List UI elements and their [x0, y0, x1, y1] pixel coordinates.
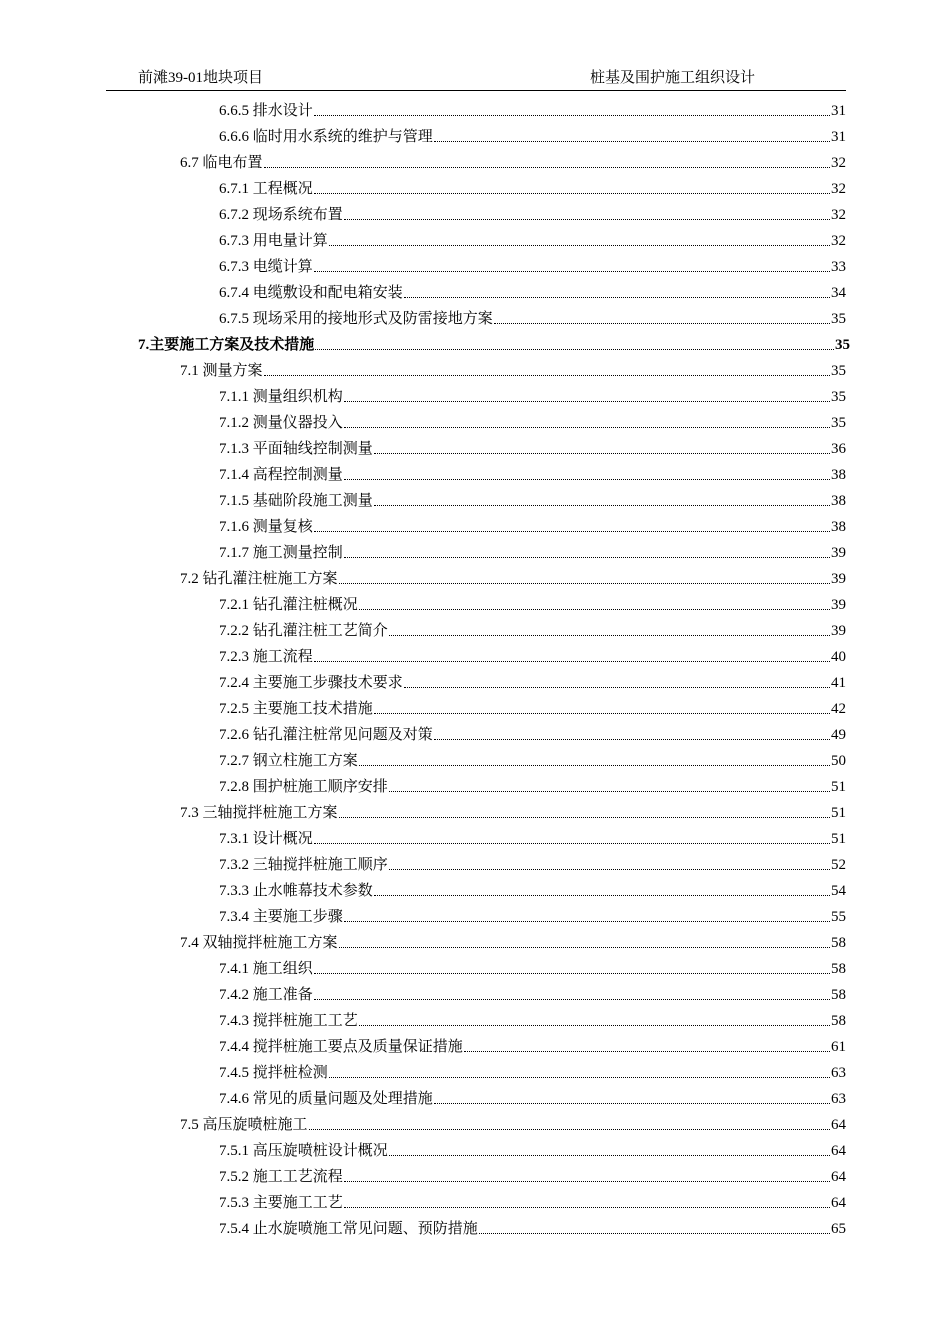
toc-entry[interactable] [0, 1032, 846, 1058]
toc-entry[interactable] [0, 954, 846, 980]
toc-entry[interactable] [0, 1058, 846, 1084]
toc-entry-title: 7.3.3 止水帷幕技术参数 [219, 883, 373, 899]
toc-entry[interactable] [0, 148, 846, 174]
toc-entry[interactable] [0, 1110, 846, 1136]
toc-entry[interactable] [0, 538, 846, 564]
toc-dot-leader [374, 895, 830, 896]
toc-entry-title: 7.5.1 高压旋喷桩设计概况 [219, 1143, 388, 1159]
toc-dot-leader [359, 765, 830, 766]
toc-entry-title: 7.2.5 主要施工技术措施 [219, 701, 373, 717]
toc-entry-page-number: 51 [831, 779, 846, 795]
toc-entry-title: 7.4.1 施工组织 [219, 961, 313, 977]
toc-entry[interactable] [0, 356, 846, 382]
toc-dot-leader [314, 531, 830, 532]
toc-entry-title: 7.1.4 高程控制测量 [219, 467, 343, 483]
toc-entry-title: 7.3.1 设计概况 [219, 831, 313, 847]
toc-entry[interactable] [0, 746, 846, 772]
toc-entry-page-number: 42 [831, 701, 846, 717]
toc-dot-leader [329, 1077, 830, 1078]
table-of-contents [0, 96, 950, 1240]
toc-dot-leader [359, 1025, 830, 1026]
toc-entry-title: 7.5.4 止水旋喷施工常见问题、预防措施 [219, 1221, 478, 1237]
toc-entry-title: 7.2 钻孔灌注桩施工方案 [180, 571, 338, 587]
toc-dot-leader [374, 453, 830, 454]
toc-entry-title: 6.7.3 用电量计算 [219, 233, 328, 249]
toc-entry-title: 7.2.2 钻孔灌注桩工艺简介 [219, 623, 388, 639]
toc-entry-title: 7.3.2 三轴搅拌桩施工顺序 [219, 857, 388, 873]
toc-entry[interactable] [0, 512, 846, 538]
toc-entry[interactable] [0, 772, 846, 798]
toc-entry-page-number: 38 [831, 519, 846, 535]
toc-entry-title: 7.2.1 钻孔灌注桩概况 [219, 597, 358, 613]
toc-entry-title: 7.3.4 主要施工步骤 [219, 909, 343, 925]
toc-dot-leader [339, 817, 830, 818]
toc-entry-page-number: 54 [831, 883, 846, 899]
toc-dot-leader [315, 349, 834, 350]
toc-entry-page-number: 38 [831, 467, 846, 483]
toc-dot-leader [309, 1129, 830, 1130]
toc-entry[interactable] [0, 694, 846, 720]
toc-entry[interactable] [0, 252, 846, 278]
toc-dot-leader [434, 141, 830, 142]
toc-entry-page-number: 58 [831, 1013, 846, 1029]
toc-dot-leader [329, 245, 830, 246]
toc-entry-title: 6.7.2 现场系统布置 [219, 207, 343, 223]
toc-entry-title: 7.2.3 施工流程 [219, 649, 313, 665]
toc-entry[interactable] [0, 408, 846, 434]
toc-dot-leader [314, 973, 830, 974]
toc-entry[interactable] [0, 616, 846, 642]
toc-entry-page-number: 64 [831, 1117, 846, 1133]
toc-entry-page-number: 49 [831, 727, 846, 743]
toc-entry[interactable] [0, 200, 846, 226]
toc-entry-title: 7.4.5 搅拌桩检测 [219, 1065, 328, 1081]
toc-entry-page-number: 58 [831, 987, 846, 1003]
toc-entry-title: 7.1.3 平面轴线控制测量 [219, 441, 373, 457]
toc-entry[interactable] [0, 1084, 846, 1110]
toc-dot-leader [344, 479, 830, 480]
toc-entry[interactable] [0, 1214, 846, 1240]
toc-entry[interactable] [0, 330, 850, 356]
toc-dot-leader [314, 999, 830, 1000]
toc-dot-leader [314, 661, 830, 662]
toc-entry-title: 6.7.4 电缆敷设和配电箱安装 [219, 285, 403, 301]
toc-dot-leader [389, 1155, 830, 1156]
toc-entry-title: 7.1.7 施工测量控制 [219, 545, 343, 561]
toc-entry[interactable] [0, 278, 846, 304]
toc-entry-page-number: 63 [831, 1065, 846, 1081]
toc-entry-page-number: 51 [831, 805, 846, 821]
toc-entry-page-number: 63 [831, 1091, 846, 1107]
toc-entry[interactable] [0, 1006, 846, 1032]
toc-entry-title: 7.4.4 搅拌桩施工要点及质量保证措施 [219, 1039, 463, 1055]
header-project-name: 前滩39-01地块项目 [138, 70, 263, 86]
toc-entry-title: 6.6.5 排水设计 [219, 103, 313, 119]
toc-entry-title: 7.1 测量方案 [180, 363, 263, 379]
toc-dot-leader [344, 557, 830, 558]
toc-entry-page-number: 38 [831, 493, 846, 509]
toc-entry-page-number: 64 [831, 1169, 846, 1185]
page-header [106, 64, 846, 91]
toc-entry-page-number: 61 [831, 1039, 846, 1055]
toc-entry-title: 7.4.6 常见的质量问题及处理措施 [219, 1091, 433, 1107]
toc-entry-page-number: 58 [831, 935, 846, 951]
toc-entry-title: 6.7.5 现场采用的接地形式及防雷接地方案 [219, 311, 493, 327]
toc-dot-leader [344, 1207, 830, 1208]
toc-entry-page-number: 51 [831, 831, 846, 847]
toc-entry-page-number: 39 [831, 623, 846, 639]
toc-entry-title: 7.5.3 主要施工工艺 [219, 1195, 343, 1211]
toc-dot-leader [344, 921, 830, 922]
toc-dot-leader [314, 115, 830, 116]
toc-entry-title: 7.1.6 测量复核 [219, 519, 313, 535]
toc-entry-page-number: 39 [831, 597, 846, 613]
toc-entry-page-number: 64 [831, 1195, 846, 1211]
toc-entry-title: 7.1.5 基础阶段施工测量 [219, 493, 373, 509]
toc-entry[interactable] [0, 486, 846, 512]
toc-entry[interactable] [0, 96, 846, 122]
toc-entry-page-number: 55 [831, 909, 846, 925]
toc-dot-leader [344, 427, 830, 428]
toc-dot-leader [314, 193, 830, 194]
toc-entry-page-number: 65 [831, 1221, 846, 1237]
toc-dot-leader [339, 583, 830, 584]
toc-entry-page-number: 35 [831, 311, 846, 327]
toc-entry-title: 7.主要施工方案及技术措施 [138, 337, 315, 353]
toc-entry-title: 7.5 高压旋喷桩施工 [180, 1117, 308, 1133]
toc-entry-page-number: 39 [831, 545, 846, 561]
toc-entry-title: 7.1.2 测量仪器投入 [219, 415, 343, 431]
toc-entry[interactable] [0, 850, 846, 876]
header-document-title: 桩基及围护施工组织设计 [590, 70, 756, 86]
toc-entry-title: 6.7 临电布置 [180, 155, 263, 171]
toc-entry-page-number: 35 [831, 363, 846, 379]
toc-dot-leader [434, 739, 830, 740]
toc-entry-page-number: 64 [831, 1143, 846, 1159]
toc-dot-leader [404, 687, 830, 688]
toc-entry[interactable] [0, 902, 846, 928]
toc-entry-title: 7.2.4 主要施工步骤技术要求 [219, 675, 403, 691]
toc-entry-page-number: 32 [831, 181, 846, 197]
toc-dot-leader [314, 843, 830, 844]
toc-entry-page-number: 35 [831, 389, 846, 405]
toc-entry-page-number: 41 [831, 675, 846, 691]
toc-entry-page-number: 32 [831, 207, 846, 223]
toc-entry[interactable] [0, 304, 846, 330]
toc-dot-leader [389, 791, 830, 792]
toc-entry-title: 7.2.6 钻孔灌注桩常见问题及对策 [219, 727, 433, 743]
toc-entry[interactable] [0, 1188, 846, 1214]
toc-entry-page-number: 32 [831, 155, 846, 171]
toc-entry-page-number: 40 [831, 649, 846, 665]
toc-entry-title: 7.4.2 施工准备 [219, 987, 313, 1003]
toc-entry[interactable] [0, 876, 846, 902]
toc-dot-leader [389, 869, 830, 870]
toc-entry-title: 6.7.3 电缆计算 [219, 259, 313, 275]
toc-entry[interactable] [0, 798, 846, 824]
toc-entry-page-number: 39 [831, 571, 846, 587]
toc-entry-title: 7.2.8 围护桩施工顺序安排 [219, 779, 388, 795]
toc-dot-leader [434, 1103, 830, 1104]
toc-entry[interactable] [0, 564, 846, 590]
toc-entry[interactable] [0, 1162, 846, 1188]
toc-dot-leader [359, 609, 830, 610]
toc-dot-leader [479, 1233, 830, 1234]
toc-dot-leader [404, 297, 830, 298]
toc-entry-page-number: 50 [831, 753, 846, 769]
toc-entry-page-number: 33 [831, 259, 846, 275]
toc-entry[interactable] [0, 928, 846, 954]
toc-entry[interactable] [0, 642, 846, 668]
toc-dot-leader [494, 323, 830, 324]
toc-entry[interactable] [0, 382, 846, 408]
toc-entry-page-number: 58 [831, 961, 846, 977]
toc-entry-page-number: 31 [831, 103, 846, 119]
toc-entry-title: 7.1.1 测量组织机构 [219, 389, 343, 405]
toc-dot-leader [374, 713, 830, 714]
toc-entry-page-number: 36 [831, 441, 846, 457]
toc-dot-leader [464, 1051, 830, 1052]
toc-dot-leader [374, 505, 830, 506]
toc-entry-page-number: 35 [831, 415, 846, 431]
toc-entry-page-number: 34 [831, 285, 846, 301]
toc-entry[interactable] [0, 980, 846, 1006]
toc-dot-leader [344, 401, 830, 402]
toc-entry[interactable] [0, 174, 846, 200]
toc-entry-page-number: 35 [835, 337, 850, 353]
toc-dot-leader [264, 167, 830, 168]
toc-entry-page-number: 31 [831, 129, 846, 145]
toc-entry[interactable] [0, 824, 846, 850]
toc-entry-title: 6.7.1 工程概况 [219, 181, 313, 197]
toc-entry[interactable] [0, 1136, 846, 1162]
toc-entry[interactable] [0, 720, 846, 746]
toc-entry[interactable] [0, 590, 846, 616]
toc-entry[interactable] [0, 434, 846, 460]
toc-dot-leader [314, 271, 830, 272]
toc-entry[interactable] [0, 122, 846, 148]
toc-entry[interactable] [0, 226, 846, 252]
toc-entry-title: 7.4.3 搅拌桩施工工艺 [219, 1013, 358, 1029]
toc-entry-title: 7.2.7 钢立柱施工方案 [219, 753, 358, 769]
toc-entry-title: 7.4 双轴搅拌桩施工方案 [180, 935, 338, 951]
toc-entry[interactable] [0, 460, 846, 486]
toc-entry-title: 7.3 三轴搅拌桩施工方案 [180, 805, 338, 821]
toc-dot-leader [264, 375, 830, 376]
toc-entry-page-number: 32 [831, 233, 846, 249]
toc-dot-leader [389, 635, 830, 636]
toc-entry-title: 7.5.2 施工工艺流程 [219, 1169, 343, 1185]
toc-dot-leader [344, 219, 830, 220]
toc-entry[interactable] [0, 668, 846, 694]
toc-entry-page-number: 52 [831, 857, 846, 873]
toc-entry-title: 6.6.6 临时用水系统的维护与管理 [219, 129, 433, 145]
toc-dot-leader [339, 947, 830, 948]
toc-dot-leader [344, 1181, 830, 1182]
